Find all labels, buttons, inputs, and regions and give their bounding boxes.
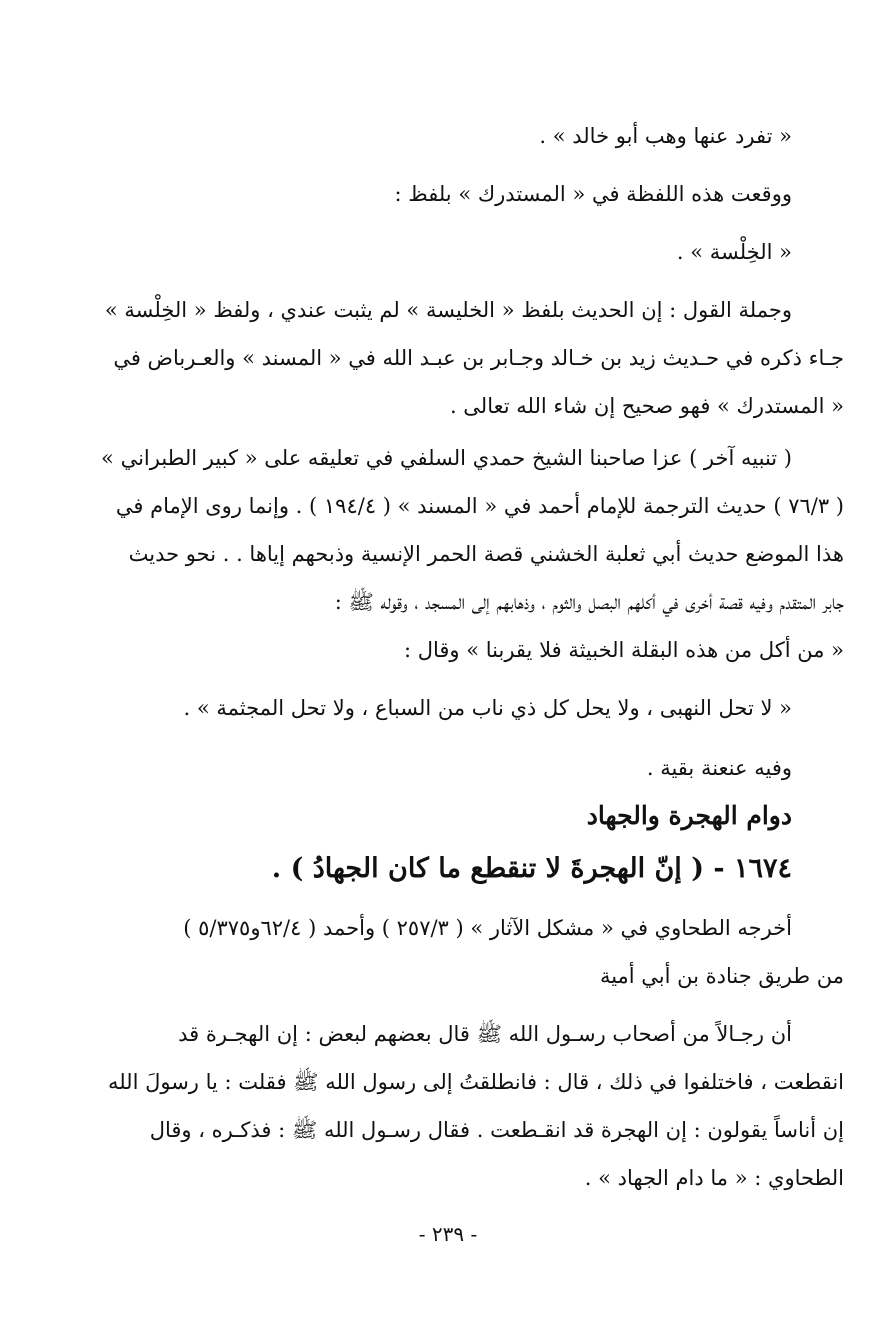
text-line: ( ٧٦/٣ ) حديث الترجمة للإمام أحمد في « المسند » ( ١٩٤/٤ ) . وإنما روى الإمام في <box>115 494 844 518</box>
text-line: أخرجه الطحاوي في « مشكل الآثار » ( ٢٥٧/٣ ) وأحمد ( ٦٢/٤و٥/٣٧٥ ) <box>183 916 792 940</box>
text-line: وفيه عنعنة بقية . <box>646 756 792 780</box>
paragraph <box>58 286 844 430</box>
text-line: من طريق جنادة بن أبي أمية <box>599 964 844 988</box>
hadith-heading <box>58 840 844 898</box>
quote-paragraph <box>58 684 844 732</box>
paragraph <box>58 170 844 218</box>
text-line: « المستدرك » فهو صحيح إن شاء الله تعالى . <box>449 394 844 418</box>
text-line: انقطعت ، فاختلفوا في ذلك ، قال : فانطلقتُ إلى رسول الله ﷺ فقلت : يا رسولَ الله <box>107 1070 844 1094</box>
heading-text: دوام الهجرة والجهاد <box>586 801 792 830</box>
text-line: جـاء ذكره في حـديث زيد بن خـالد وجـابر بن عبـد الله في « المسند » والعـرباض في <box>113 346 844 370</box>
section-heading <box>58 792 844 840</box>
paragraph <box>58 1010 844 1202</box>
paragraph <box>58 434 844 674</box>
page-number: - ٢٣٩ - <box>418 1222 478 1246</box>
text-line: ( تنبيه آخر ) عزا صاحبنا الشيخ حمدي السلفي في تعليقه على « كبير الطبراني » <box>101 446 792 470</box>
paragraph <box>58 112 844 160</box>
text-line: الطحاوي : « ما دام الجهاد » . <box>584 1166 844 1190</box>
page-body <box>58 112 844 1202</box>
paragraph <box>58 904 844 1000</box>
text-line: « من أكل من هذه البقلة الخبيثة فلا يقربنا » وقال : <box>403 638 844 662</box>
text-line: « الخِلْسة » . <box>676 240 792 264</box>
paragraph <box>58 744 844 792</box>
text-line: جابر المتقدم وفيه قصة أخرى في أكلهم البصل والثوم ، وذهابهم إلى المسجد ، وقوله ﷺ : <box>334 590 844 614</box>
text-line: ووقعت هذه اللفظة في « المستدرك » بلفظ : <box>394 182 792 206</box>
text-line: هذا الموضع حديث أبي ثعلبة الخشني قصة الحمر الإنسية وذبحهم إياها . . نحو حديث <box>128 542 844 566</box>
text-line: أن رجـالاً من أصحاب رسـول الله ﷺ قال بعضهم لبعض : إن الهجـرة قد <box>178 1022 792 1046</box>
heading-text: ١٦٧٤ - ( إنّ الهجرةَ لا تنقطع ما كان الجهادُ ) . <box>271 853 792 884</box>
text-line: وجملة القول : إن الحديث بلفظ « الخليسة » لم يثبت عندي ، ولفظ « الخِلْسة » <box>104 298 792 322</box>
text-line: إن أناساً يقولون : إن الهجرة قد انقـطعت . فقال رسـول الله ﷺ : فذكـره ، وقال <box>149 1118 844 1142</box>
text-line: « تفرد عنها وهب أبو خالد » . <box>539 124 792 148</box>
text-line: « لا تحل النهبى ، ولا يحل كل ذي ناب من السباع ، ولا تحل المجثمة » . <box>183 696 792 720</box>
paragraph <box>58 228 844 276</box>
